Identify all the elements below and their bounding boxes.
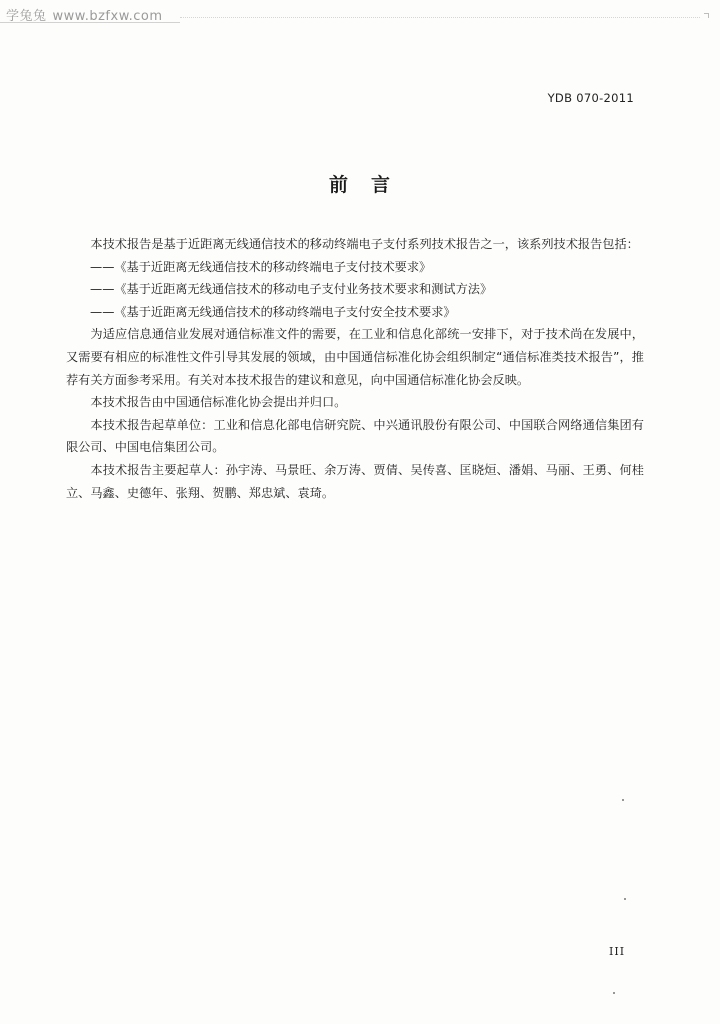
foreword-body	[66, 233, 644, 504]
page-number: III	[609, 945, 626, 958]
series-item-1: ——《基于近距离无线通信技术的移动终端电子支付技术要求》	[90, 259, 432, 274]
paragraph-proposer: 本技术报告由中国通信标准化协会提出并归口。	[90, 395, 347, 410]
page-title	[0, 170, 720, 197]
watermark-site: www.bzfxw.com	[52, 9, 163, 24]
watermark-brand: 学兔兔	[6, 9, 47, 24]
document-code: YDB 070-2011	[547, 91, 634, 105]
scan-speck	[622, 799, 624, 801]
title-char-2: 言	[371, 174, 392, 196]
paragraph-intro: 本技术报告是基于近距离无线通信技术的移动终端电子支付系列技术报告之一，该系列技术报告包括：	[90, 237, 639, 251]
paragraph-drafting-units: 本技术报告起草单位：工业和信息化部电信研究院、中兴通讯股份有限公司、中国联合网络通信集团有限公司、中国电信集团公司。	[66, 417, 644, 455]
paragraph-purpose: 为适应信息通信业发展对通信标准文件的需要，在工业和信息化部统一安排下，对于技术尚在发展中，又需要有相应的标准性文件引导其发展的领域，由中国通信标准化协会组织制定“通信标准类技术报告”，推荐有关方面参考采用。有关对本技术报告的建议和意见，向中国通信标准化协会反映。	[66, 327, 644, 387]
scan-speck	[624, 898, 626, 900]
scan-top-edge	[180, 17, 700, 18]
paragraph-drafters: 本技术报告主要起草人：孙宇涛、马景旺、余万涛、贾倩、吴传喜、匡晓烜、潘娟、马丽、王勇、何桂立、马鑫、史德年、张翔、贺鹏、郑忠斌、袁琦。	[66, 462, 644, 500]
series-item-2: ——《基于近距离无线通信技术的移动电子支付业务技术要求和测试方法》	[90, 282, 493, 297]
scan-corner-mark	[704, 13, 709, 18]
watermark-underline	[0, 22, 180, 23]
scan-speck	[613, 992, 615, 994]
title-char-1: 前	[328, 174, 349, 196]
series-item-3: ——《基于近距离无线通信技术的移动终端电子支付安全技术要求》	[90, 304, 456, 319]
